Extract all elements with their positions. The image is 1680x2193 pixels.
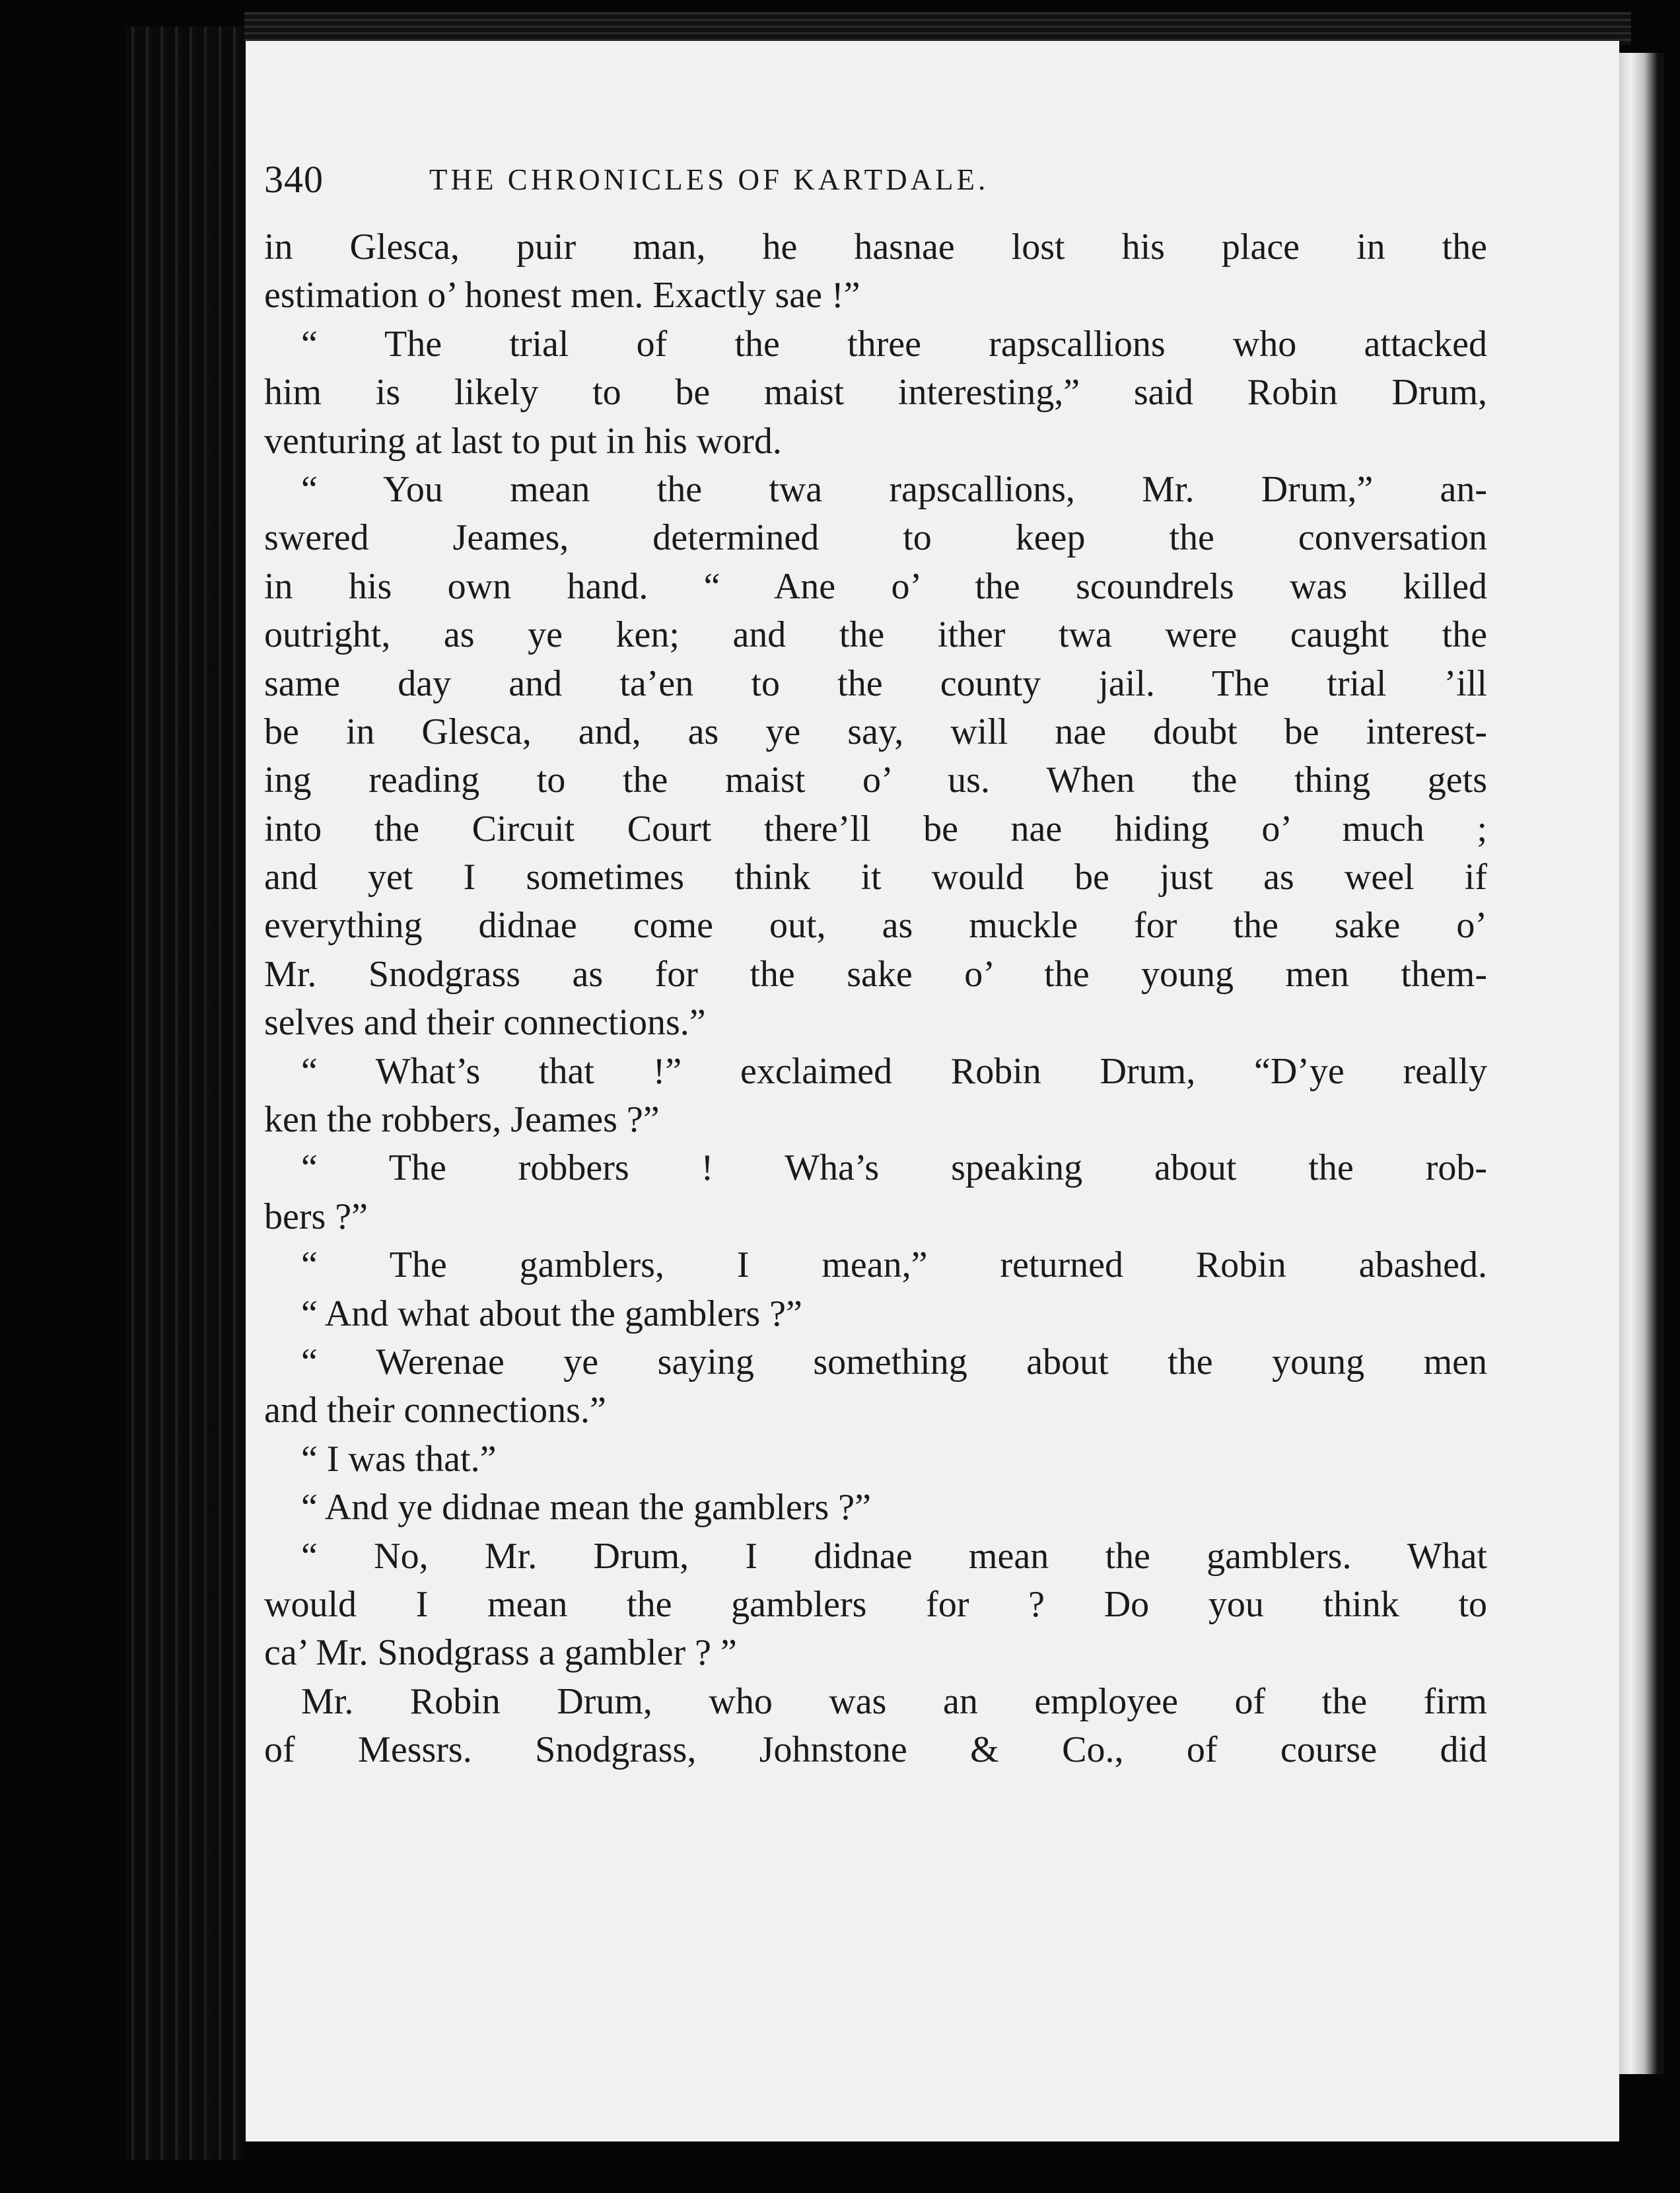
text-line: and yet I sometimes think it would be just as weel if bbox=[264, 857, 1487, 898]
text-line: same day and ta’en to the county jail. The trial ’ill bbox=[264, 663, 1487, 704]
text-line: outright, as ye ken; and the ither twa were caught the bbox=[264, 614, 1487, 656]
text-line: estimation o’ honest men. Exactly sae !” bbox=[264, 275, 860, 316]
text-line: into the Circuit Court there’ll be nae hiding o’ much ; bbox=[264, 808, 1487, 849]
text-line: “ The trial of the three rapscallions who attacked bbox=[301, 323, 1487, 365]
text-line: “ No, Mr. Drum, I didnae mean the gamblers. What bbox=[301, 1535, 1487, 1577]
text-line: ca’ Mr. Snodgrass a gambler ? ” bbox=[264, 1632, 737, 1674]
book-page-edges-top bbox=[244, 12, 1631, 45]
text-line: in his own hand. “ Ane o’ the scoundrels was killed bbox=[264, 565, 1487, 607]
text-line: “ I was that.” bbox=[301, 1438, 497, 1480]
text-line: ken the robbers, Jeames ?” bbox=[264, 1099, 660, 1141]
page-header bbox=[264, 147, 1347, 213]
book-page-edges-left bbox=[125, 26, 244, 2160]
running-title: THE CHRONICLES OF KARTDALE. bbox=[429, 163, 989, 196]
text-line: would I mean the gamblers for ? Do you think to bbox=[264, 1583, 1487, 1625]
text-line: “ And what about the gamblers ?” bbox=[301, 1293, 802, 1334]
text-line: be in Glesca, and, as ye say, will nae doubt be interest- bbox=[264, 711, 1487, 752]
text-line: bers ?” bbox=[264, 1196, 368, 1237]
text-line: everything didnae come out, as muckle for the sake o’ bbox=[264, 905, 1487, 947]
text-line: swered Jeames, determined to keep the conversation bbox=[264, 517, 1487, 559]
book-page-edges-right bbox=[1618, 53, 1664, 2074]
text-line: of Messrs. Snodgrass, Johnstone & Co., of course did bbox=[264, 1729, 1487, 1771]
text-line: in Glesca, puir man, he hasnae lost his place in the bbox=[264, 227, 1487, 268]
text-line: “ Werenae ye saying something about the young men bbox=[301, 1341, 1487, 1383]
text-line: “ The robbers ! Wha’s speaking about the rob- bbox=[301, 1147, 1487, 1189]
text-line: and their connections.” bbox=[264, 1390, 606, 1431]
body-text bbox=[264, 223, 1487, 1775]
text-line: selves and their connections.” bbox=[264, 1002, 706, 1044]
text-line: venturing at last to put in his word. bbox=[264, 420, 782, 462]
text-line: Mr. Robin Drum, who was an employee of the firm bbox=[301, 1680, 1487, 1722]
page-number: 340 bbox=[264, 158, 324, 201]
text-line: “ You mean the twa rapscallions, Mr. Drum,” an- bbox=[301, 468, 1487, 510]
text-line: “ What’s that !” exclaimed Robin Drum, “D’ye really bbox=[301, 1050, 1487, 1092]
text-line: “ And ye didnae mean the gamblers ?” bbox=[301, 1487, 871, 1528]
text-line: Mr. Snodgrass as for the sake o’ the young men them- bbox=[264, 953, 1487, 995]
text-line: him is likely to be maist interesting,” said Robin Drum, bbox=[264, 372, 1487, 413]
text-line: “ The gamblers, I mean,” returned Robin abashed. bbox=[301, 1244, 1487, 1286]
text-line: ing reading to the maist o’ us. When the thing gets bbox=[264, 760, 1487, 801]
